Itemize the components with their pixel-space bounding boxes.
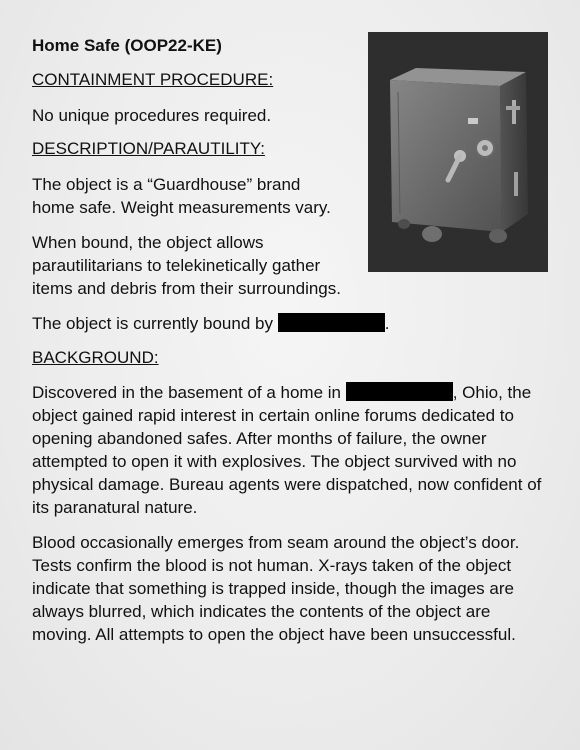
containment-heading: CONTAINMENT PROCEDURE: (32, 70, 274, 89)
document-title: Home Safe (OOP22-KE) (32, 36, 222, 55)
redaction-bar (278, 313, 385, 332)
background-paragraph-1 (32, 381, 550, 519)
discovered-text-continued: , Ohio, the object gained rapid interest in certain online forums dedicated to opening abandoned safes. After months of failure, the owner attempted to open it with explosives. The object survived with no physical damage. Bureau agents were dispatched, now confident of its paranatural nature. (32, 383, 542, 517)
discovered-text: Discovered in the basement of a home in (32, 383, 346, 402)
bound-by-text: The object is currently bound by (32, 314, 278, 333)
background-heading: BACKGROUND: (32, 348, 159, 367)
description-heading: DESCRIPTION/PARAUTILITY: (32, 139, 266, 158)
bound-by-period: . (384, 314, 390, 333)
description-paragraph-3 (32, 312, 550, 335)
document-body (32, 32, 550, 646)
description-paragraph-2: When bound, the object allows parautilitarians to telekinetically gather items and debris from their surroundings. (32, 233, 341, 298)
redaction-bar (346, 382, 453, 401)
description-paragraph-1: The object is a “Guardhouse” brand home safe. Weight measurements vary. (32, 175, 331, 217)
containment-text: No unique procedures required. (32, 106, 272, 125)
background-paragraph-2: Blood occasionally emerges from seam around the object’s door. Tests confirm the blood is not human. X-rays taken of the object indicate that something is trapped inside, though the images are always blurred, which indicates the contents of the object are moving. All attempts to open the object have been unsuccessful. (32, 533, 520, 644)
